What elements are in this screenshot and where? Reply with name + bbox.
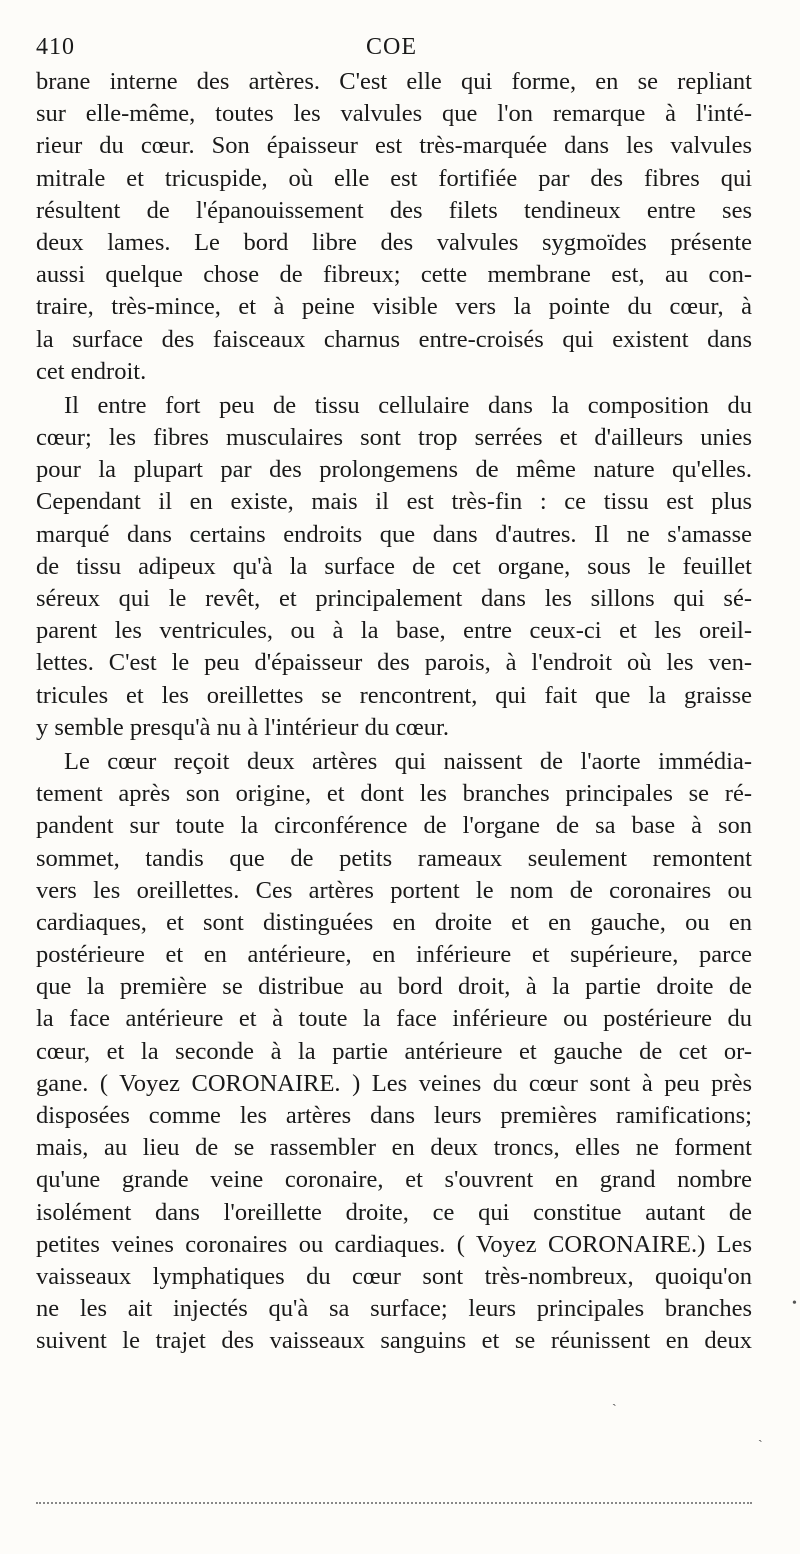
running-head: COE: [366, 34, 417, 60]
page-header: [36, 30, 752, 66]
text-line: tricules et les oreillettes se rencontrent, qui fait que la graisse: [36, 681, 752, 709]
text-line: traire, très-mince, et à peine visible vers la pointe du cœur, à: [36, 293, 752, 321]
text-line: disposées comme les artères dans leurs premières ramifications;: [36, 1102, 752, 1129]
text-line: sommet, tandis que de petits rameaux seulement remontent: [36, 844, 752, 872]
print-speck: ˏ: [612, 1392, 617, 1407]
text-line: cœur, et la seconde à la partie antérieure et gauche de cet or-: [36, 1037, 752, 1065]
text-line: sur elle-même, toutes les valvules que l'on remarque à l'inté-: [36, 100, 752, 128]
text-line: lettes. C'est le peu d'épaisseur des parois, à l'endroit où les ven-: [36, 649, 752, 677]
page-number: 410: [36, 34, 75, 60]
text-line: gane. ( Voyez CORONAIRE. ) Les veines du cœur sont à peu près: [36, 1069, 752, 1097]
text-line: mitrale et tricuspide, où elle est fortifiée par des fibres qui: [36, 164, 752, 192]
text-line: qu'une grande veine coronaire, et s'ouvrent en grand nombre: [36, 1166, 752, 1194]
text-line: brane interne des artères. C'est elle qui forme, en se repliant: [36, 68, 752, 95]
text-line: séreux qui le revêt, et principalement dans les sillons qui sé-: [36, 585, 752, 612]
text-line: suivent le trajet des vaisseaux sanguins et se réunissent en deux: [36, 1327, 752, 1355]
text-line: aussi quelque chose de fibreux; cette membrane est, au con-: [36, 261, 752, 289]
text-line: Cependant il en existe, mais il est très-fin : ce tissu est plus: [36, 488, 752, 516]
page: [36, 30, 752, 1358]
text-line: tement après son origine, et dont les branches principales se ré-: [36, 780, 752, 808]
text-line: cardiaques, et sont distinguées en droite et en gauche, ou en: [36, 908, 752, 936]
text-line: de tissu adipeux qu'à la surface de cet organe, sous le feuillet: [36, 552, 752, 580]
text-line: rieur du cœur. Son épaisseur est très-marquée dans les valvules: [36, 132, 752, 160]
text-line: résultent de l'épanouissement des filets tendineux entre ses: [36, 196, 752, 224]
text-line: postérieure et en antérieure, en inférieure et supérieure, parce: [36, 941, 752, 969]
text-line: que la première se distribue au bord droit, à la partie droite de: [36, 973, 752, 1001]
print-speck: ˎ: [758, 1428, 763, 1443]
body-text: [36, 66, 752, 1358]
text-line: cœur; les fibres musculaires sont trop serrées et d'ailleurs unies: [36, 424, 752, 452]
paragraph: [36, 390, 752, 744]
text-line: cet endroit.: [36, 357, 147, 385]
text-line: Le cœur reçoit deux artères qui naissent de l'aorte immédia-: [64, 747, 752, 775]
paragraph: [36, 746, 752, 1358]
text-line: isolément dans l'oreillette droite, ce qui constitue autant de: [36, 1198, 752, 1226]
text-line: parent les ventricules, ou à la base, entre ceux-ci et les oreil-: [36, 617, 752, 645]
text-line: deux lames. Le bord libre des valvules sygmoïdes présente: [36, 228, 752, 256]
text-line: mais, au lieu de se rassembler en deux troncs, elles ne forment: [36, 1134, 752, 1162]
bottom-rule: [36, 1502, 752, 1504]
text-line: pandent sur toute la circonférence de l'organe de sa base à son: [36, 812, 752, 840]
paragraph: [36, 66, 752, 388]
text-line: petites veines coronaires ou cardiaques. ( Voyez CORONAIRE.) Les: [36, 1230, 752, 1258]
text-line: vaisseaux lymphatiques du cœur sont très-nombreux, quoiqu'on: [36, 1262, 752, 1290]
text-line: vers les oreillettes. Ces artères portent le nom de coronaires ou: [36, 876, 752, 904]
text-line: la face antérieure et à toute la face inférieure ou postérieure du: [36, 1005, 752, 1033]
text-line: pour la plupart par des prolongemens de même nature qu'elles.: [36, 456, 752, 484]
text-line: marqué dans certains endroits que dans d'autres. Il ne s'amasse: [36, 520, 752, 548]
text-line: la surface des faisceaux charnus entre-croisés qui existent dans: [36, 325, 752, 353]
text-line: y semble presqu'à nu à l'intérieur du cœur.: [36, 713, 449, 741]
text-line: ne les ait injectés qu'à sa surface; leurs principales branches: [36, 1295, 752, 1323]
text-line: Il entre fort peu de tissu cellulaire dans la composition du: [64, 391, 752, 419]
print-speck: •: [792, 1296, 797, 1311]
